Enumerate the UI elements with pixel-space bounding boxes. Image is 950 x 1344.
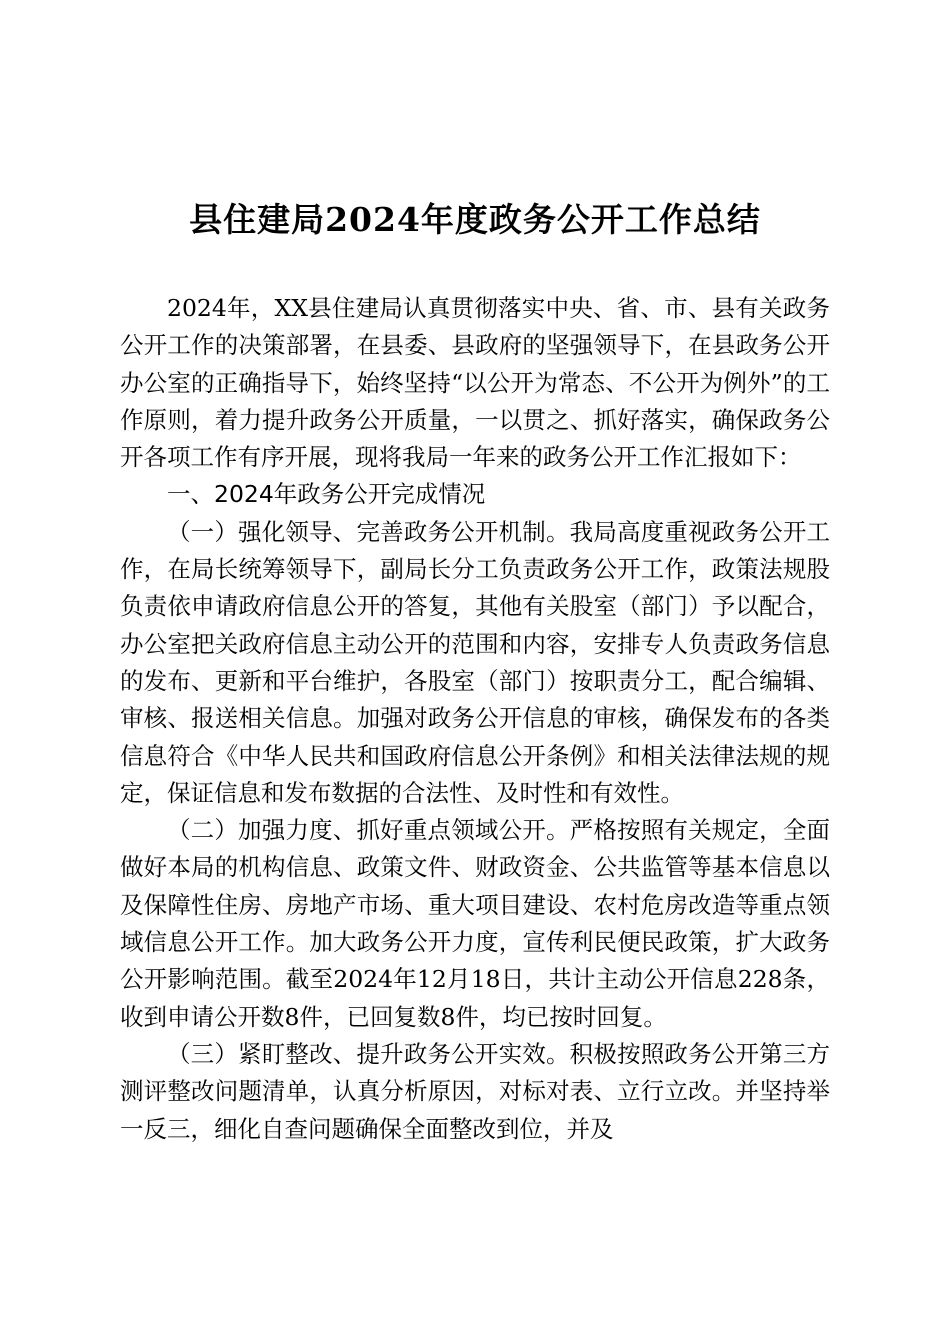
document-body: [120, 290, 830, 1148]
paragraph-leadership: （一）强化领导、完善政务公开机制。我局高度重视政务公开工作，在局长统筹领导下，副局长分工负责政务公开工作，政策法规股负责依申请政府信息公开的答复，其他有关股室（部门）予以配合，办公室把关政府信息主动公开的范围和内容，安排专人负责政务信息的发布、更新和平台维护，各股室（部门）按职责分工，配合编辑、审核、报送相关信息。加强对政务公开信息的审核，确保发布的各类信息符合《中华人民共和国政府信息公开条例》和相关法律法规的规定，保证信息和发布数据的合法性、及时性和有效性。: [120, 517, 830, 807]
paragraph-key-areas: （二）加强力度、抓好重点领域公开。严格按照有关规定，全面做好本局的机构信息、政策文件、财政资金、公共监管等基本信息以及保障性住房、房地产市场、重大项目建设、农村危房改造等重点领域信息公开工作。加大政务公开力度，宣传利民便民政策，扩大政务公开影响范围。截至2024年12月18日，共计主动公开信息228条，收到申请公开数8件，已回复数8件，均已按时回复。: [120, 816, 830, 1031]
document-title: 县住建局2024年度政务公开工作总结: [189, 200, 761, 239]
paragraph-rectification: （三）紧盯整改、提升政务公开实效。积极按照政务公开第三方测评整改问题清单，认真分析原因，对标对表、立行立改。并坚持举一反三，细化自查问题确保全面整改到位，并及: [120, 1039, 830, 1143]
section-heading-1: 一、2024年政务公开完成情况: [167, 480, 486, 509]
intro-paragraph: 2024年，XX县住建局认真贯彻落实中央、省、市、县有关政务公开工作的决策部署，在县委、县政府的坚强领导下，在县政务公开办公室的正确指导下，始终坚持“以公开为常态、不公开为例外”的工作原则，着力提升政务公开质量，一以贯之、抓好落实，确保政务公开各项工作有序开展，现将我局一年来的政务公开工作汇报如下：: [120, 294, 830, 472]
